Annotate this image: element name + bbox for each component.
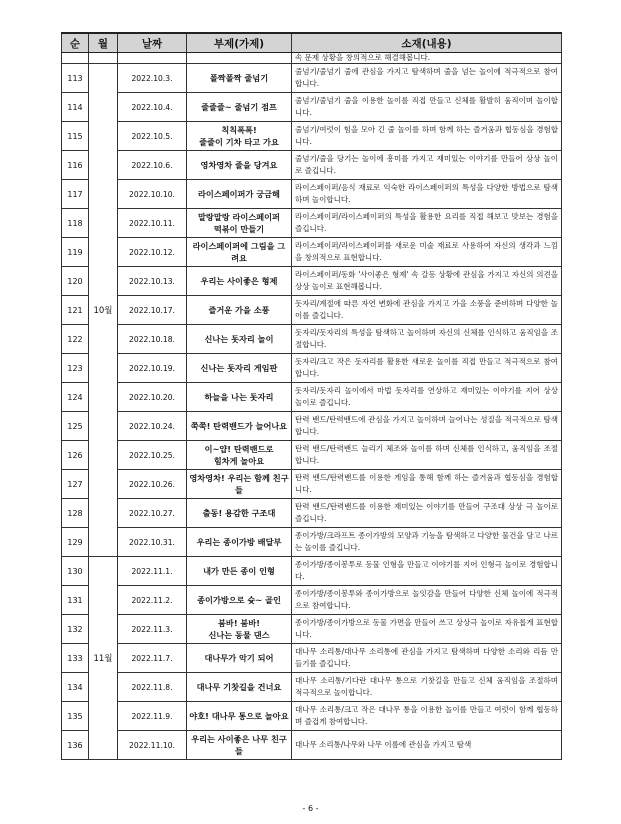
subtitle-cell: 야호! 대나무 통으로 놀아요 bbox=[187, 702, 292, 731]
content-cell: 탄력 밴드/탄력밴드 늘리기 체조와 놀이를 하며 신체를 인식하고, 움직임을 조절합니다. bbox=[292, 441, 562, 470]
row-number: 117 bbox=[62, 180, 89, 209]
subtitle-cell: 말랑말랑 라이스페이퍼 떡볶이 만들기 bbox=[187, 209, 292, 238]
empty-cell bbox=[118, 53, 187, 64]
table-row bbox=[62, 122, 562, 151]
table-row bbox=[62, 615, 562, 644]
content-cell: 종이가방/종이봉투와 종이가방으로 놀잇감을 만들어 다양한 신체 놀이에 적극적으로 참여합니다. bbox=[292, 586, 562, 615]
continuation-content: 속 문제 상황을 창의적으로 해결해봅니다. bbox=[292, 53, 562, 64]
month-cell: 10월 bbox=[89, 64, 118, 557]
row-number: 123 bbox=[62, 354, 89, 383]
content-cell: 대나무 소리통/나무와 나무 이름에 관심을 가지고 탐색 bbox=[292, 731, 562, 760]
content-cell: 줄넘기/줄넘기 줄을 이용한 놀이를 직접 만들고 신체를 활발히 움직이며 놀이합니다. bbox=[292, 93, 562, 122]
row-number: 124 bbox=[62, 383, 89, 412]
subtitle-cell: 신나는 돗자리 놀이 bbox=[187, 325, 292, 354]
content-cell: 종이가방/종이가방으로 동물 가면을 만들어 쓰고 상상극 놀이로 자유롭게 표현합니다. bbox=[292, 615, 562, 644]
content-cell: 라이스페이퍼/라이스페이퍼를 새로운 미술 재료로 사용하여 자신의 생각과 느낌을 창의적으로 표현합니다. bbox=[292, 238, 562, 267]
header-subtitle: 부제(가제) bbox=[187, 33, 292, 53]
date-cell: 2022.10.25. bbox=[118, 441, 187, 470]
content-cell: 돗자리/크고 작은 돗자리를 활용한 새로운 놀이를 직접 만들고 적극적으로 참여합니다. bbox=[292, 354, 562, 383]
subtitle-cell: 쭉쭉! 탄력밴드가 늘어나요 bbox=[187, 412, 292, 441]
row-number: 127 bbox=[62, 470, 89, 499]
subtitle-cell: 우리는 사이좋은 나무 친구들 bbox=[187, 731, 292, 760]
date-cell: 2022.10.11. bbox=[118, 209, 187, 238]
date-cell: 2022.10.19. bbox=[118, 354, 187, 383]
date-cell: 2022.11.9. bbox=[118, 702, 187, 731]
content-cell: 라이스페이퍼/라이스페이퍼의 특성을 활용한 요리를 직접 해보고 맛보는 경험을 즐깁니다. bbox=[292, 209, 562, 238]
subtitle-cell: 출동! 용감한 구조대 bbox=[187, 499, 292, 528]
content-cell: 종이가방/종이봉투로 동물 인형을 만들고 이야기를 지어 인형극 놀이로 경험합니다. bbox=[292, 557, 562, 586]
subtitle-cell: 라이스페이퍼에 그림을 그려요 bbox=[187, 238, 292, 267]
table-row bbox=[62, 296, 562, 325]
date-cell: 2022.11.2. bbox=[118, 586, 187, 615]
subtitle-cell: 라이스페이퍼가 궁금해 bbox=[187, 180, 292, 209]
date-cell: 2022.10.12. bbox=[118, 238, 187, 267]
subtitle-cell: 즐거운 가을 소풍 bbox=[187, 296, 292, 325]
table-row bbox=[62, 644, 562, 673]
table-row bbox=[62, 238, 562, 267]
row-number: 136 bbox=[62, 731, 89, 760]
table-row bbox=[62, 325, 562, 354]
content-cell: 라이스페이퍼/음식 재료로 익숙한 라이스페이퍼의 특성을 다양한 방법으로 탐색하며 놀이합니다. bbox=[292, 180, 562, 209]
date-cell: 2022.10.24. bbox=[118, 412, 187, 441]
row-number: 129 bbox=[62, 528, 89, 557]
subtitle-cell: 줄줄줄~ 줄넘기 점프 bbox=[187, 93, 292, 122]
table-row bbox=[62, 702, 562, 731]
table-row bbox=[62, 557, 562, 586]
table-row bbox=[62, 267, 562, 296]
table-row bbox=[62, 528, 562, 557]
date-cell: 2022.11.1. bbox=[118, 557, 187, 586]
table-header-row bbox=[62, 33, 562, 53]
subtitle-cell: 신나는 돗자리 게임판 bbox=[187, 354, 292, 383]
row-number: 135 bbox=[62, 702, 89, 731]
table-row bbox=[62, 64, 562, 93]
subtitle-cell: 대나무 기찻길을 건너요 bbox=[187, 673, 292, 702]
continuation-row bbox=[62, 53, 562, 64]
date-cell: 2022.11.8. bbox=[118, 673, 187, 702]
content-cell: 대나무 소리통/기다란 대나무 통으로 기찻길을 만들고 신체 움직임을 조절하며 적극적으로 놀이합니다. bbox=[292, 673, 562, 702]
month-cell: 11월 bbox=[89, 557, 118, 760]
content-cell: 종이가방/크라프트 종이가방의 모양과 기능을 탐색하고 다양한 물건을 담고 나르는 놀이를 즐깁니다. bbox=[292, 528, 562, 557]
content-cell: 줄넘기/여럿이 힘을 모아 긴 줄 놀이를 하며 함께 하는 즐거움과 협동심을 경험합니다. bbox=[292, 122, 562, 151]
date-cell: 2022.10.20. bbox=[118, 383, 187, 412]
subtitle-cell: 영차영차! 우리는 함께 친구들 bbox=[187, 470, 292, 499]
table-row bbox=[62, 470, 562, 499]
row-number: 113 bbox=[62, 64, 89, 93]
table-row bbox=[62, 354, 562, 383]
subtitle-cell: 하늘을 나는 돗자리 bbox=[187, 383, 292, 412]
empty-cell bbox=[89, 53, 118, 64]
subtitle-cell: 이~얍! 탄력밴드로 힘차게 놀아요 bbox=[187, 441, 292, 470]
subtitle-cell: 우리는 사이좋은 형제 bbox=[187, 267, 292, 296]
table-row bbox=[62, 180, 562, 209]
subtitle-cell: 영차영차 줄을 당겨요 bbox=[187, 151, 292, 180]
table-row bbox=[62, 151, 562, 180]
table-row bbox=[62, 441, 562, 470]
table-row bbox=[62, 209, 562, 238]
content-cell: 대나무 소리통/크고 작은 대나무 통을 이용한 놀이를 만들고 여럿이 함께 협동하며 즐겁게 참여합니다. bbox=[292, 702, 562, 731]
content-cell: 라이스페이퍼/동화 '사이좋은 형제' 속 갈등 상황에 관심을 가지고 자신의 의견을 상상 놀이로 표현해봅니다. bbox=[292, 267, 562, 296]
content-cell: 돗자리/돗자리의 특성을 탐색하고 놀이하며 자신의 신체를 인식하고 움직임을 조절합니다. bbox=[292, 325, 562, 354]
header-date: 날짜 bbox=[118, 33, 187, 53]
table-row bbox=[62, 93, 562, 122]
date-cell: 2022.10.4. bbox=[118, 93, 187, 122]
subtitle-cell: 종이가방으로 슛~ 골인 bbox=[187, 586, 292, 615]
date-cell: 2022.11.7. bbox=[118, 644, 187, 673]
date-cell: 2022.10.13. bbox=[118, 267, 187, 296]
table-row bbox=[62, 412, 562, 441]
empty-cell bbox=[62, 53, 89, 64]
row-number: 122 bbox=[62, 325, 89, 354]
header-no: 순 bbox=[62, 33, 89, 53]
subtitle-cell: 붐바! 붐바! 신나는 동물 댄스 bbox=[187, 615, 292, 644]
row-number: 118 bbox=[62, 209, 89, 238]
page-number: - 6 - bbox=[302, 804, 319, 813]
content-cell: 탄력 밴드/탄력밴드를 이용한 재미있는 이야기를 만들어 구조대 상상 극 놀이로 즐깁니다. bbox=[292, 499, 562, 528]
date-cell: 2022.10.10. bbox=[118, 180, 187, 209]
row-number: 121 bbox=[62, 296, 89, 325]
empty-cell bbox=[187, 53, 292, 64]
subtitle-cell: 칙칙폭폭! 줄줄이 기차 타고 가요 bbox=[187, 122, 292, 151]
date-cell: 2022.10.27. bbox=[118, 499, 187, 528]
row-number: 119 bbox=[62, 238, 89, 267]
table-row bbox=[62, 383, 562, 412]
subtitle-cell: 폴짝폴짝 줄넘기 bbox=[187, 64, 292, 93]
row-number: 132 bbox=[62, 615, 89, 644]
date-cell: 2022.10.31. bbox=[118, 528, 187, 557]
row-number: 128 bbox=[62, 499, 89, 528]
program-schedule-table bbox=[61, 32, 562, 760]
table-row bbox=[62, 586, 562, 615]
subtitle-cell: 내가 만든 종이 인형 bbox=[187, 557, 292, 586]
date-cell: 2022.10.17. bbox=[118, 296, 187, 325]
subtitle-cell: 우리는 종이가방 배달부 bbox=[187, 528, 292, 557]
content-cell: 돗자리/돗자리 놀이에서 마법 돗자리를 연상하고 재미있는 이야기를 지어 상상 놀이로 즐깁니다. bbox=[292, 383, 562, 412]
content-cell: 대나무 소리통/대나무 소리통에 관심을 가지고 탐색하며 다양한 소리와 리듬 만들기를 즐깁니다. bbox=[292, 644, 562, 673]
date-cell: 2022.10.3. bbox=[118, 64, 187, 93]
content-cell: 줄넘기/줄을 당기는 놀이에 흥미를 가지고 재미있는 이야기를 만들어 상상 놀이로 즐깁니다. bbox=[292, 151, 562, 180]
row-number: 126 bbox=[62, 441, 89, 470]
content-cell: 탄력 밴드/탄력밴드를 이용한 게임을 통해 함께 하는 즐거움과 협동심을 경험합니다. bbox=[292, 470, 562, 499]
subtitle-cell: 대나무가 악기 되어 bbox=[187, 644, 292, 673]
date-cell: 2022.10.26. bbox=[118, 470, 187, 499]
row-number: 134 bbox=[62, 673, 89, 702]
date-cell: 2022.10.5. bbox=[118, 122, 187, 151]
content-cell: 탄력 밴드/탄력밴드에 관심을 가지고 놀이하며 늘어나는 성질을 적극적으로 탐색합니다. bbox=[292, 412, 562, 441]
date-cell: 2022.11.10. bbox=[118, 731, 187, 760]
row-number: 125 bbox=[62, 412, 89, 441]
date-cell: 2022.11.3. bbox=[118, 615, 187, 644]
row-number: 114 bbox=[62, 93, 89, 122]
date-cell: 2022.10.6. bbox=[118, 151, 187, 180]
table-row bbox=[62, 673, 562, 702]
row-number: 120 bbox=[62, 267, 89, 296]
row-number: 133 bbox=[62, 644, 89, 673]
row-number: 116 bbox=[62, 151, 89, 180]
content-cell: 줄넘기/줄넘기 줄에 관심을 가지고 탐색하며 줄을 넘는 놀이에 적극적으로 참여합니다. bbox=[292, 64, 562, 93]
table-row bbox=[62, 731, 562, 760]
date-cell: 2022.10.18. bbox=[118, 325, 187, 354]
header-month: 월 bbox=[89, 33, 118, 53]
content-cell: 돗자리/계절에 따른 자연 변화에 관심을 가지고 가을 소풍을 준비하며 다양한 놀이를 즐깁니다. bbox=[292, 296, 562, 325]
table-row bbox=[62, 499, 562, 528]
header-content: 소재(내용) bbox=[292, 33, 562, 53]
row-number: 115 bbox=[62, 122, 89, 151]
row-number: 131 bbox=[62, 586, 89, 615]
row-number: 130 bbox=[62, 557, 89, 586]
